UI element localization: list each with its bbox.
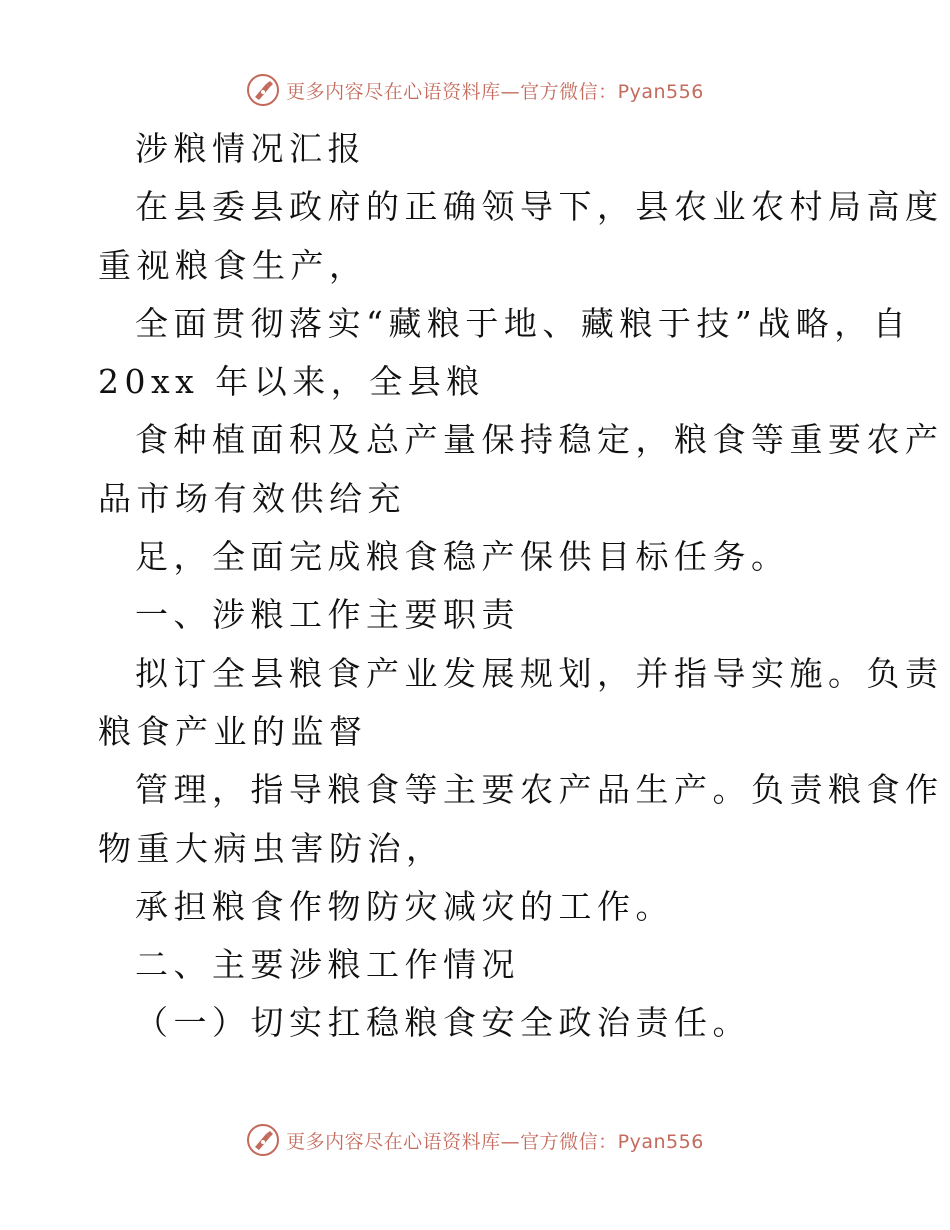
text-line: 涉粮情况汇报 <box>135 129 366 168</box>
text-line: 在县委县政府的正确领导下，县农业农村局高度 <box>135 187 944 227</box>
text-line: 承担粮食作物防灾减灾的工作。 <box>135 886 674 926</box>
text-line: 品市场有效供给充 <box>98 478 406 518</box>
footer-banner <box>0 1120 950 1160</box>
text-line: 粮食产业的监督 <box>98 711 368 751</box>
pen-nib-logo-icon <box>246 73 280 107</box>
text-line: 足，全面完成粮食稳产保供目标任务。 <box>135 537 790 577</box>
text-line: （一）切实扛稳粮食安全政治责任。 <box>135 1003 751 1043</box>
text-line: 物重大病虫害防治， <box>98 828 445 868</box>
header-banner-text: 更多内容尽在心语资料库—官方微信：Pyan556 <box>286 80 704 103</box>
text-line: 一、涉粮工作主要职责 <box>135 595 520 635</box>
header-banner <box>0 70 950 110</box>
pen-nib-logo-icon <box>246 1123 280 1157</box>
text-line: 二、主要涉粮工作情况 <box>135 945 520 985</box>
text-line: 重视粮食生产， <box>98 245 368 285</box>
document-body <box>98 120 944 1053</box>
text-line: 拟订全县粮食产业发展规划，并指导实施。负责 <box>135 653 944 693</box>
text-line: 20xx 年以来，全县粮 <box>98 362 485 402</box>
footer-banner-text: 更多内容尽在心语资料库—官方微信：Pyan556 <box>286 1130 704 1153</box>
text-line: 食种植面积及总产量保持稳定，粮食等重要农产 <box>135 420 944 460</box>
text-line: 管理，指导粮食等主要农产品生产。负责粮食作 <box>135 770 944 810</box>
text-line: 全面贯彻落实“藏粮于地、藏粮于技”战略，自 <box>135 303 912 343</box>
